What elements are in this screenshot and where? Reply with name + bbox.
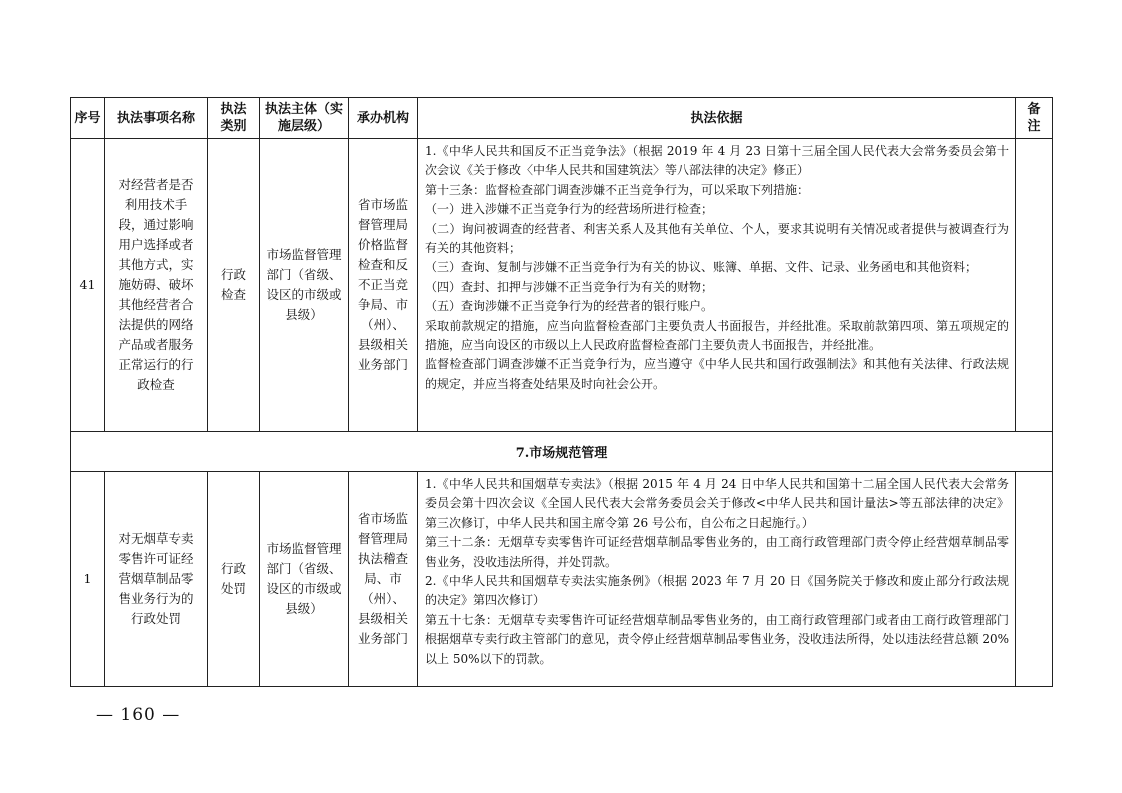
basis-line: 1.《中华人民共和国反不正当竞争法》（根据 2019 年 4 月 23 日第十三届全国人民代表大会常务委员会第十次会议《关于修改〈中华人民共和国建筑法〉等八部法律的决定》修正） <box>425 144 1009 178</box>
basis-line: 2.《中华人民共和国烟草专卖法实施条例》（根据 2023 年 7 月 20 日《国务院关于修改和废止部分行政法规的决定》第四次修订） <box>425 574 1009 608</box>
basis-line: 监督检查部门调查涉嫌不正当竞争行为，应当遵守《中华人民共和国行政强制法》和其他有关法律、行政法规的规定，并应当将查处结果及时向社会公开。 <box>425 357 1009 391</box>
basis-line: （二）询问被调查的经营者、利害关系人及其他有关单位、个人，要求其说明有关情况或者提供与被调查行为有关的其他资料； <box>425 221 1009 256</box>
row-basis <box>418 139 1016 432</box>
header-subject: 执法主体（实施层级） <box>260 98 349 139</box>
basis-line: 第五十七条：无烟草专卖零售许可证经营烟草制品零售业务的，由工商行政管理部门或者由工商行政管理部门根据烟草专卖行政主管部门的意见，责令停止经营烟草制品零售业务，没收违法所得，处以违法经营总额 20%以上 50%以下的罚款。 <box>425 612 1009 666</box>
basis-line: 第三十二条：无烟草专卖零售许可证经营烟草制品零售业务的，由工商行政管理部门责令停止经营烟草制品零售业务，没收违法所得，并处罚款。 <box>425 535 1009 569</box>
header-row <box>71 98 1053 139</box>
header-note: 备注 <box>1016 98 1053 139</box>
header-seq: 序号 <box>71 98 105 139</box>
row-category: 行政处罚 <box>208 472 260 687</box>
basis-line: 第十三条：监督检查部门调查涉嫌不正当竞争行为，可以采取下列措施： <box>425 182 810 197</box>
enforcement-table <box>70 97 1053 687</box>
row-subject: 市场监督管理部门（省级、设区的市级或县级） <box>260 472 349 687</box>
header-name: 执法事项名称 <box>105 98 208 139</box>
basis-line: （四）查封、扣押与涉嫌不正当竞争行为有关的财物； <box>425 279 714 294</box>
row-name: 对无烟草专卖零售许可证经营烟草制品零售业务行为的行政处罚 <box>105 472 208 687</box>
basis-line: （三）查询、复制与涉嫌不正当竞争行为有关的协议、账簿、单据、文件、记录、业务函电和其他资料； <box>425 260 978 275</box>
basis-line: （一）进入涉嫌不正当竞争行为的经营场所进行检查； <box>425 202 714 217</box>
row-category: 行政检查 <box>208 139 260 432</box>
header-basis: 执法依据 <box>418 98 1016 139</box>
row-seq: 1 <box>71 472 105 687</box>
basis-line: 采取前款规定的措施，应当向监督检查部门主要负责人书面报告，并经批准。采取前款第四项、第五项规定的措施，应当向设区的市级以上人民政府监督检查部门主要负责人书面报告，并经批准。 <box>425 318 1009 353</box>
row-agency: 省市场监督管理局执法稽查局、市（州）、县级相关业务部门 <box>349 472 418 687</box>
row-note <box>1016 139 1053 432</box>
table-row <box>71 472 1053 687</box>
row-name: 对经营者是否利用技术手段，通过影响用户选择或者其他方式，实施妨碍、破坏其他经营者合法提供的网络产品或者服务正常运行的行政检查 <box>105 139 208 432</box>
header-category: 执法类别 <box>208 98 260 139</box>
header-agency: 承办机构 <box>349 98 418 139</box>
row-note <box>1016 472 1053 687</box>
page-number: — 160 — <box>96 705 181 725</box>
basis-line: （五）查询涉嫌不正当竞争行为的经营者的银行账户。 <box>425 299 714 314</box>
section-title: 7.市场规范管理 <box>71 432 1053 472</box>
table-row <box>71 139 1053 432</box>
row-basis <box>418 472 1016 687</box>
row-seq: 41 <box>71 139 105 432</box>
section-row <box>71 432 1053 472</box>
basis-line: 1.《中华人民共和国烟草专卖法》（根据 2015 年 4 月 24 日中华人民共和国第十二届全国人民代表大会常务委员会第十四次会议《全国人民代表大会常务委员会关于修改<中华人民共和国计量法>等五部法律的决定》第三次修订，中华人民共和国主席令第 26 号公布，自公布之日起施行。） <box>425 477 1009 530</box>
row-agency: 省市场监督管理局价格监督检查和反不正当竞争局、市（州）、县级相关业务部门 <box>349 139 418 432</box>
row-subject: 市场监督管理部门（省级、设区的市级或县级） <box>260 139 349 432</box>
